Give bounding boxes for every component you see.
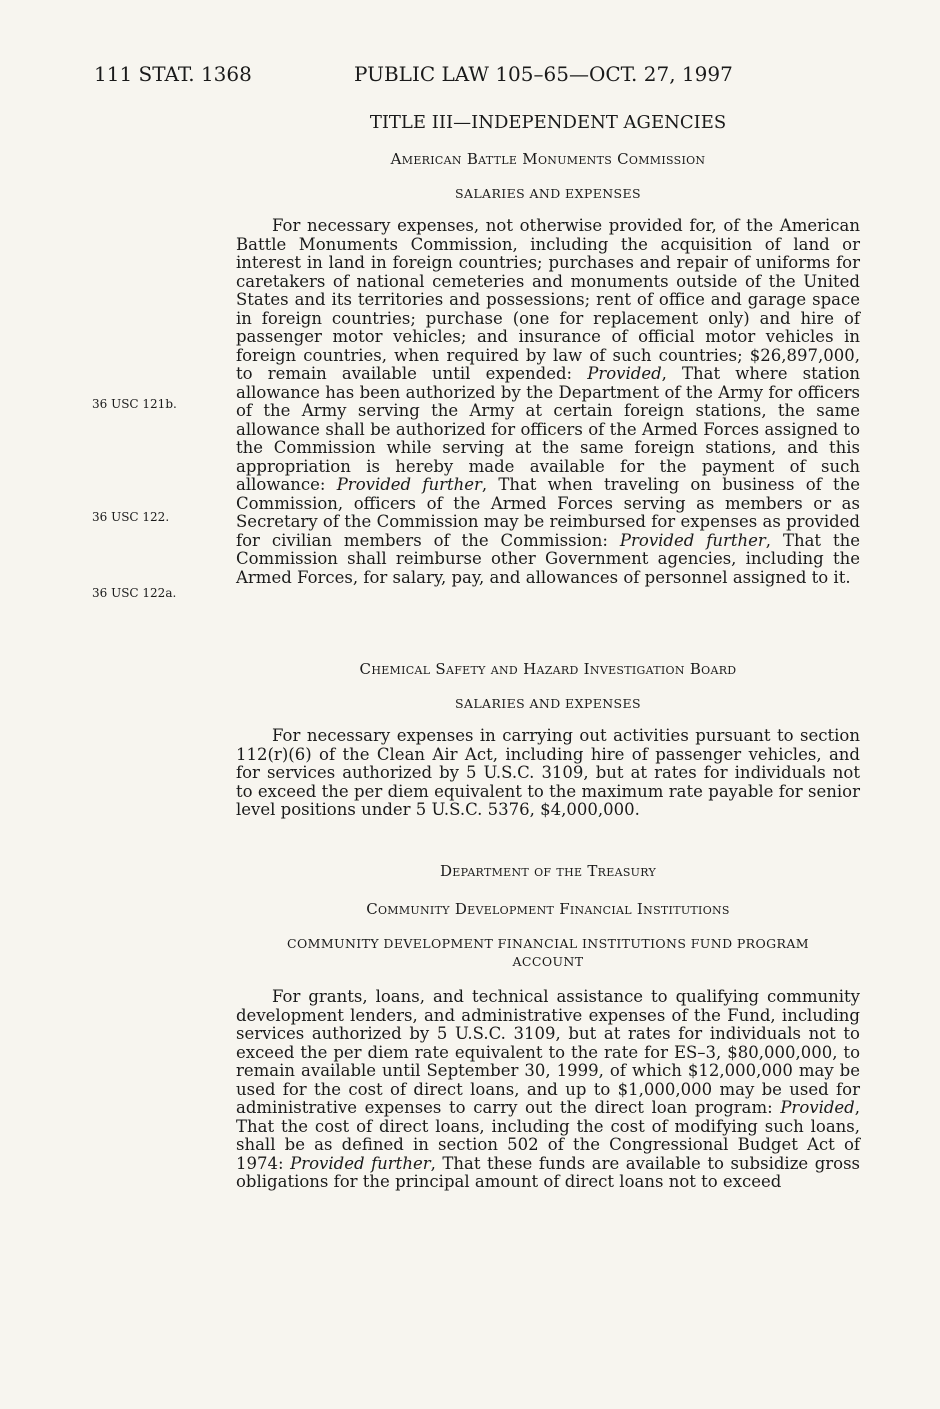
cdfi-agency-heading: Community Development Financial Institutions [366, 900, 730, 918]
csb-paragraph: For necessary expenses in carrying out activities pursuant to section 112(r)(6) of the Clean Air Act, including hire of passenger vehicles, and for services authorized by 5 U.S.C. 3109, but at rates for individuals not to exceed the per diem equivalent to the maximum rate payable for senior level positions under 5 U.S.C. 5376, $4,000,000. [236, 726, 860, 819]
abmc-agency-heading: American Battle Monuments Commission [390, 150, 706, 168]
margin-note-121b: 36 USC 121b. [92, 397, 177, 411]
csb-agency-heading: Chemical Safety and Hazard Investigation Board [359, 660, 737, 678]
cdfi-fund-heading: COMMUNITY DEVELOPMENT FINANCIAL INSTITUTIONS FUND PROGRAM ACCOUNT [287, 936, 809, 969]
abmc-salaries-heading: SALARIES AND EXPENSES [454, 186, 642, 201]
csb-salaries-heading: SALARIES AND EXPENSES [454, 696, 642, 711]
abmc-paragraph: For necessary expenses, not otherwise provided for, of the American Battle Monuments Commission, including the acquisition of land or interest in land in foreign countries; purchases and repair of uniforms for caretakers of national cemeteries and monuments outside of the United States and its territories and possessions; rent of office and garage space in foreign countries; purchase (one for replacement only) and hire of passenger motor vehicles; and insurance of official motor vehicles in foreign countries, when required by law of such countries; $26,897,000, to remain available until expended: Provided, That where station allowance has been authorized by the Department of the Army for officers of the Army serving the Army at certain foreign stations, the same allowance shall be authorized for officers of the Armed Forces assigned to the Commission while serving at the same foreign stations, and this appropriation is hereby made available for the payment of such allowance: Provided further, That when traveling on business of the Commission, officers of the Armed Forces serving as members or as Secretary of the Commission may be reimbursed for expenses as provided for civilian members of the Commission: Provided further, That the Commission shall reimburse other Government agencies, including the Armed Forces, for salary, pay, and allowances of personnel assigned to it. [236, 216, 861, 587]
margin-note-122a: 36 USC 122a. [92, 586, 177, 600]
margin-note-122: 36 USC 122. [92, 510, 170, 524]
stat-reference: 111 STAT. 1368 [94, 62, 252, 86]
public-law-reference: PUBLIC LAW 105–65—OCT. 27, 1997 [354, 62, 733, 86]
title-heading: TITLE III—INDEPENDENT AGENCIES [369, 112, 727, 133]
cdfi-paragraph: For grants, loans, and technical assistance to qualifying community development lenders, and administrative expenses of the Fund, including services authorized by 5 U.S.C. 3109, but at rates for individuals not to exceed the per diem rate equivalent to the rate for ES–3, $80,000,000, to remain available until September 30, 1999, of which $12,000,000 may be used for the cost of direct loans, and up to $1,000,000 may be used for administrative expenses to carry out the direct loan program: Provided, That the cost of direct loans, including the cost of modifying such loans, shall be as defined in section 502 of the Congressional Budget Act of 1974: Provided further, That these funds are available to subsidize gross obligations for the principal amount of direct loans not to exceed [236, 987, 861, 1191]
treasury-department-heading: Department of the Treasury [439, 862, 657, 880]
